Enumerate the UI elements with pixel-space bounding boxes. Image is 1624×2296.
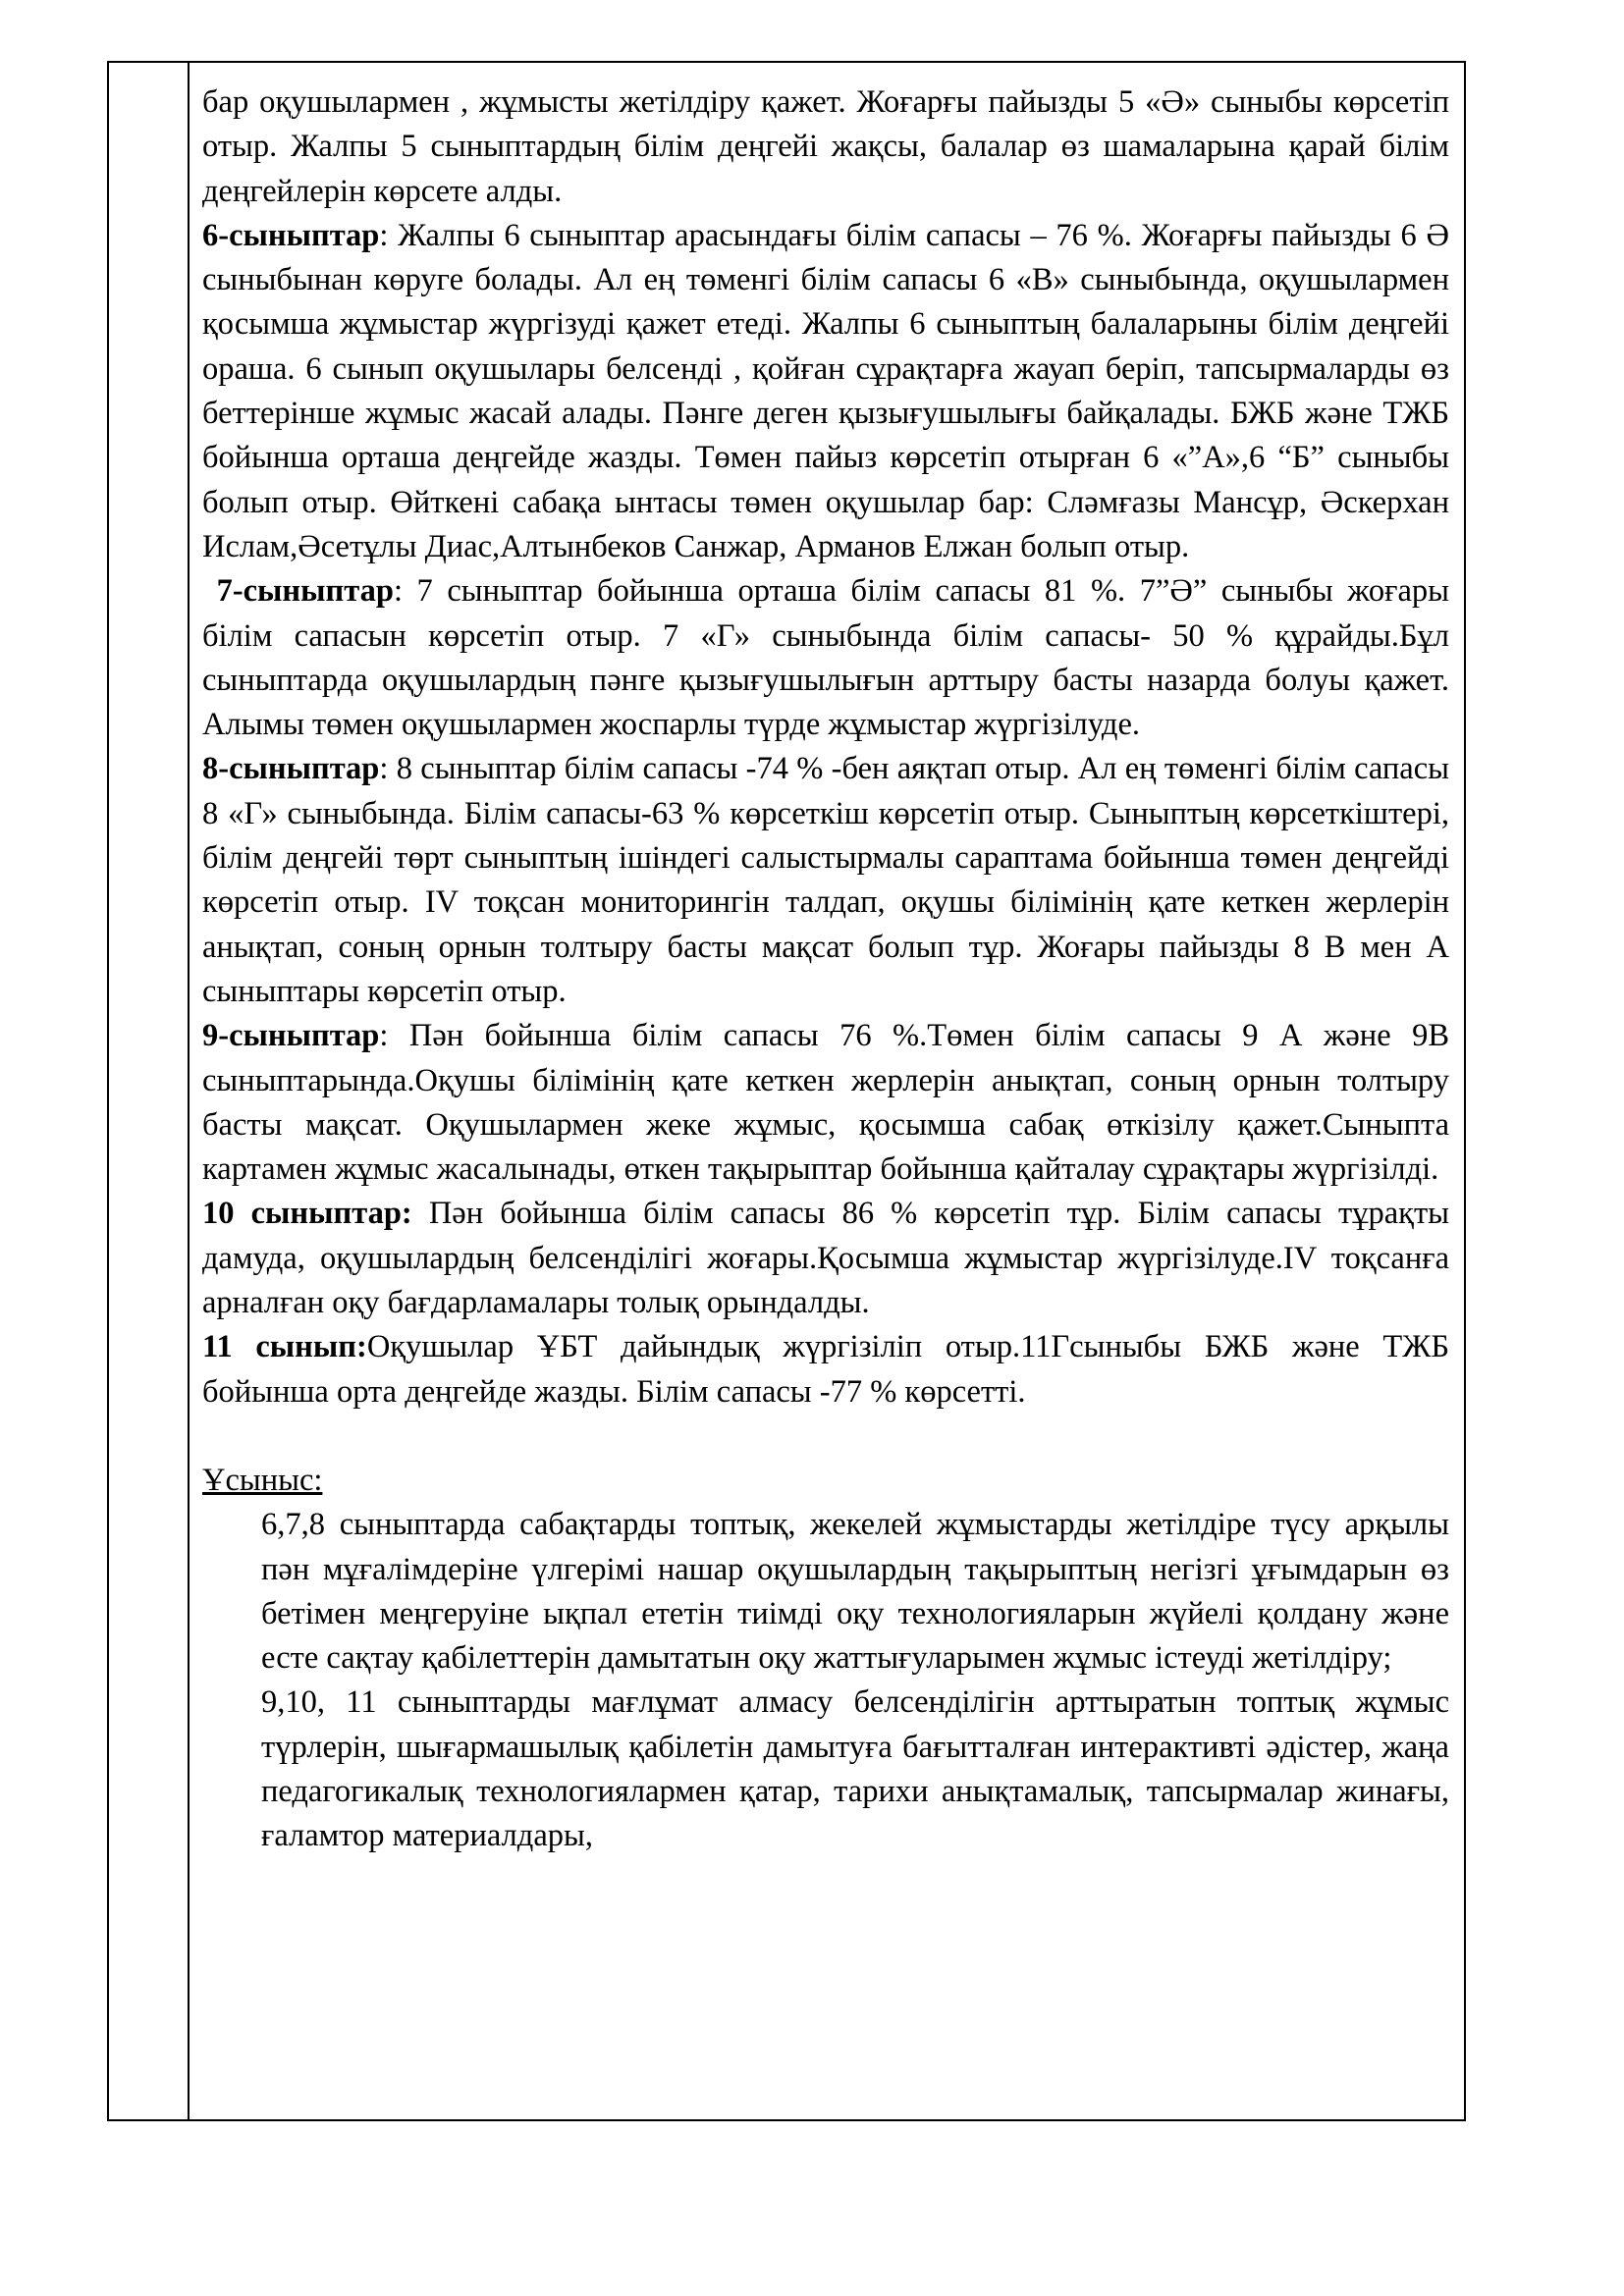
recommendation-heading: Ұсыныс: xyxy=(202,1462,323,1498)
document-content xyxy=(202,80,1449,1859)
grade8-heading: 8-сыныптар xyxy=(202,751,380,787)
grade10-paragraph xyxy=(202,1192,1449,1325)
column-divider xyxy=(188,61,189,2121)
recommendation-item-1: 6,7,8 сыныптарда сабақтарды топтық, жекелей жұмыстарды жетілдіре түсу арқылы пән мұғалімдеріне үлгерімі нашар оқушылардың тақырыптың негізгі ұғымдарын өз бетімен меңгеруіне ықпал ететін тиімді оқу технологияларын жүйелі қолдану және есте сақтау қабілеттерін дамытатын оқу жаттығуларымен жұмыс істеуді жетілдіру; xyxy=(261,1507,1449,1677)
grade7-heading: 7-сыныптар xyxy=(216,573,394,610)
grade11-paragraph xyxy=(202,1325,1449,1415)
spacer xyxy=(202,1415,1449,1459)
grade11-text: Оқушылар ҰБТ дайындық жүргізіліп отыр.11Гсыныбы БЖБ және ТЖБ бойынша орта деңгейде жазды. Білім сапасы -77 % көрсетті. xyxy=(202,1329,1449,1410)
grade7-text: : 7 сыныптар бойынша орташа білім сапасы 81 %. 7”Ә” сыныбы жоғары білім сапасын көрсетіп отыр. 7 «Г» сыныбында білім сапасы- 50 % құрайды.Бұл сыныптарда оқушылардың пәнге қызығушылығын арттыру басты назарда болуы қажет. Алымы төмен оқушылармен жоспарлы түрде жұмыстар жүргізілуде. xyxy=(202,573,1450,743)
grade6-text: : Жалпы 6 сыныптар арасындағы білім сапасы – 76 %. Жоғарғы пайызды 6 Ә сыныбынан көруге болады. Ал ең төменгі білім сапасы 6 «В» сыныбында, оқушылармен қосымша жұмыстар жүргізуді қажет етеді. Жалпы 6 сыныптың балаларыны білім деңгейі ораша. 6 сынып оқушылары белсенді , қойған сұрақтарға жауап беріп, тапсырмаларды өз беттерінше жұмыс жасай алады. Пәнге деген қызығушылығы байқалады. БЖБ және ТЖБ бойынша орташа деңгейде жазды. Төмен пайыз көрсетіп отырған 6 «”А»,6 “Б” сыныбы болып отыр. Өйткені сабақа ынтасы төмен оқушылар бар: Сләмғазы Мансұр, Әскерхан Ислам,Әсетұлы Диас,Алтынбеков Санжар, Арманов Елжан болып отыр. xyxy=(202,217,1449,564)
grade9-paragraph xyxy=(202,1014,1449,1192)
grade11-heading: 11 сынып: xyxy=(202,1329,367,1365)
grade10-heading: 10 сыныптар: xyxy=(202,1196,412,1232)
grade8-paragraph xyxy=(202,747,1449,1014)
grade9-text: : Пән бойынша білім сапасы 76 %.Төмен білім сапасы 9 А және 9В сыныптарында.Оқушы білімінің қате кеткен жерлерін анықтап, соның орнын толтыру басты мақсат. Оқушылармен жеке жұмыс, қосымша сабақ өткізілу қажет.Сыныпта картамен жұмыс жасалынады, өткен тақырыптар бойынша қайталау сұрақтары жүргізілді. xyxy=(202,1018,1449,1188)
grade7-paragraph xyxy=(202,569,1449,747)
grade8-text: : 8 сыныптар білім сапасы -74 % -бен аяқтап отыр. Ал ең төменгі білім сапасы 8 «Г» сыныбында. Білім сапасы-63 % көрсеткіш көрсетіп отыр. Сыныптың көрсеткіштері, білім деңгейі төрт сыныптың ішіндегі салыстырмалы сараптама бойынша төмен деңгейді көрсетіп отыр. IV тоқсан мониторингін талдап, оқушы білімінің қате кеткен жерлерін анықтап, соның орнын толтыру басты мақсат болып тұр. Жоғары пайызды 8 В мен А сыныптары көрсетіп отыр. xyxy=(202,751,1449,1009)
intro-paragraph xyxy=(202,80,1449,214)
intro-text: бар оқушылармен , жұмысты жетілдіру қажет. Жоғарғы пайызды 5 «Ә» сыныбы көрсетіп отыр. Жалпы 5 сыныптардың білім деңгейі жақсы, балалар өз шамаларына қарай білім деңгейлерін көрсете алды. xyxy=(202,84,1449,209)
grade6-paragraph xyxy=(202,214,1449,569)
recommendation-heading-paragraph xyxy=(202,1459,1449,1503)
recommendation-item-2: 9,10, 11 сыныптарды мағлұмат алмасу белсенділігін арттыратын топтық жұмыс түрлерін, шығармашылық қабілетін дамытуға бағытталған интерактивті әдістер, жаңа педагогикалық технологиялармен қатар, тарихи анықтамалық, тапсырмалар жинағы, ғаламтор материалдары, xyxy=(261,1684,1449,1854)
grade9-heading: 9-сыныптар xyxy=(202,1018,380,1054)
grade6-heading: 6-сыныптар xyxy=(202,217,380,253)
grade10-text: Пән бойынша білім сапасы 86 % көрсетіп тұр. Білім сапасы тұрақты дамуда, оқушылардың белсенділігі жоғары.Қосымша жұмыстар жүргізілуде.IV тоқсанға арналған оқу бағдарламалары толық орындалды. xyxy=(202,1196,1450,1321)
